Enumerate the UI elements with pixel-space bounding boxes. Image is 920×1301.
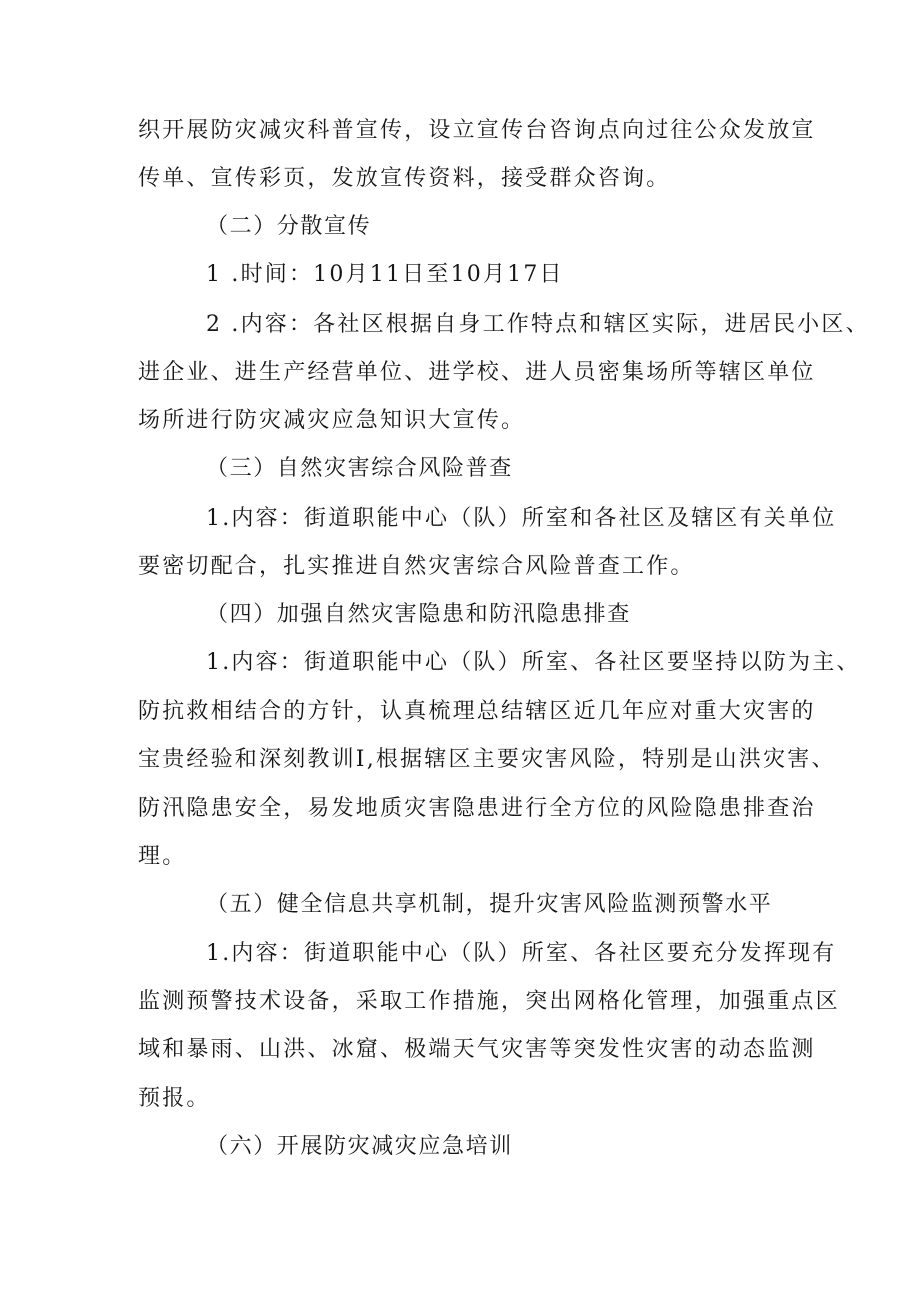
list-item: 1.内容：街道职能中心（队）所室、各社区要坚持以防为主、 xyxy=(206,650,861,675)
paragraph-line: 监测预警技术设备，采取工作措施，突出网格化管理，加强重点区 xyxy=(138,989,840,1014)
paragraph-line: 防抗救相结合的方针，认真梳理总结辖区近几年应对重大灾害的 xyxy=(138,699,816,724)
section-heading: （六）开展防灾减灾应急培训 xyxy=(206,1134,513,1159)
list-item: 1.内容：街道职能中心（队）所室、各社区要充分发挥现有 xyxy=(206,941,837,966)
paragraph-line: 要密切配合，扎实推进自然灾害综合风险普查工作。 xyxy=(138,554,695,579)
paragraph-line: 进企业、进生产经营单位、进学校、进人员密集场所等辖区单位 xyxy=(138,360,816,385)
section-heading: （五）健全信息共享机制，提升灾害风险监测预警水平 xyxy=(206,892,773,917)
paragraph-line: 理。 xyxy=(138,844,187,869)
paragraph-line: 预报。 xyxy=(138,1086,211,1111)
section-heading: （四）加强自然灾害隐患和防汛隐患排查 xyxy=(206,602,631,627)
list-item: 1.内容：街道职能中心（队）所室和各社区及辖区有关单位 xyxy=(206,506,837,531)
paragraph-line: 织开展防灾减灾科普宣传，设立宣传台咨询点向过往公众发放宣 xyxy=(138,118,816,143)
section-heading: （二）分散宣传 xyxy=(206,214,372,239)
paragraph-line: 场所进行防灾减灾应急知识大宣传。 xyxy=(138,408,526,433)
list-item: 2 .内容：各社区根据自身工作特点和辖区实际，进居民小区、 xyxy=(206,312,870,337)
paragraph-line: 域和暴雨、山洪、冰窟、极端天气灾害等突发性灾害的动态监测 xyxy=(138,1037,816,1062)
paragraph-line: 宝贵经验和深刻教训I,根据辖区主要灾害风险，特别是山洪灾害、 xyxy=(138,747,836,772)
section-heading: （三）自然灾害综合风险普查 xyxy=(206,456,513,481)
paragraph-line: 防汛隐患安全，易发地质灾害隐患进行全方位的风险隐患排查治 xyxy=(138,796,816,821)
list-item: 1 .时间：10月11日至10月17日 xyxy=(206,262,564,287)
paragraph-line: 传单、宣传彩页，发放宣传资料，接受群众咨询。 xyxy=(138,166,671,191)
